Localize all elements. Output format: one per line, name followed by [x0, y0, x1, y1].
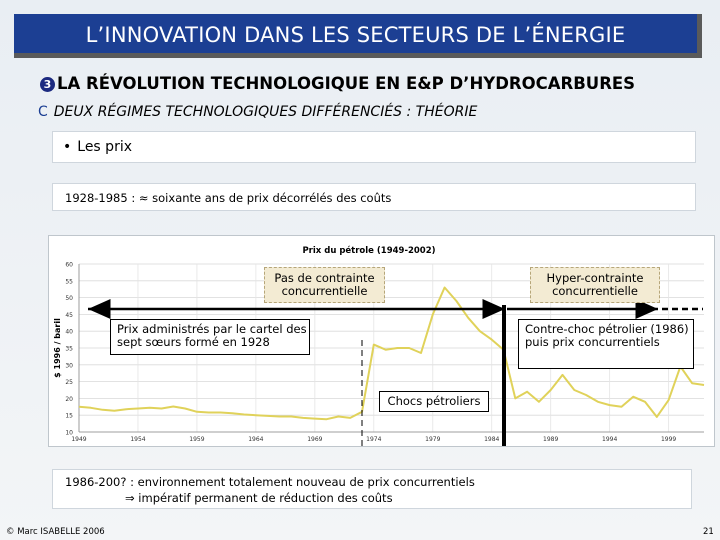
x-tick-label: 1979 — [425, 436, 441, 443]
topic-bullet: • — [63, 139, 72, 155]
callout-hyper-contrainte: Hyper-contrainte concurrentielle — [530, 267, 660, 303]
y-axis-label: $ 1996 / baril — [53, 318, 62, 378]
y-tick-label: 20 — [65, 395, 73, 403]
y-tick-label: 15 — [65, 412, 73, 420]
x-tick-label: 1974 — [366, 436, 382, 443]
period1-box — [52, 183, 696, 211]
y-tick-label: 30 — [65, 362, 73, 370]
x-tick-label: 1959 — [189, 436, 205, 443]
chart-title: Prix du pétrole (1949-2002) — [302, 246, 436, 256]
callout-pas-contrainte: Pas de contrainte concurrentielle — [264, 267, 385, 303]
section-number-badge: 3 — [40, 77, 55, 92]
period1-text: 1928-1985 : ≈ soixante ans de prix décorrélés des coûts — [65, 191, 392, 205]
y-tick-label: 55 — [65, 278, 73, 286]
subsection-bullet: C — [38, 104, 48, 120]
y-tick-label: 35 — [65, 345, 73, 353]
y-tick-label: 50 — [65, 295, 73, 303]
callout-chocs-petroliers: Chocs pétroliers — [379, 391, 489, 412]
x-tick-label: 1994 — [602, 436, 618, 443]
slide-title: L’INNOVATION DANS LES SECTEURS DE L’ÉNERGIE — [85, 23, 626, 47]
page-number: 21 — [703, 527, 714, 537]
y-tick-label: 25 — [65, 379, 73, 387]
x-tick-label: 1999 — [660, 436, 677, 443]
section-heading — [40, 74, 635, 93]
subsection-title: DEUX RÉGIMES TECHNOLOGIQUES DIFFÉRENCIÉS : THÉORIE — [53, 104, 478, 120]
x-tick-label: 1964 — [248, 436, 264, 443]
topic-box — [52, 131, 696, 163]
x-tick-label: 1984 — [484, 436, 500, 443]
title-bar — [14, 14, 702, 58]
y-tick-label: 45 — [65, 311, 73, 319]
subsection-heading — [38, 104, 477, 120]
y-tick-label: 60 — [65, 261, 73, 269]
x-tick-label: 1949 — [71, 436, 87, 443]
footer-copyright: © Marc ISABELLE 2006 — [6, 527, 105, 537]
x-tick-label: 1954 — [130, 436, 146, 443]
y-tick-label: 40 — [65, 328, 73, 336]
callout-prix-administres: Prix administrés par le cartel des sept sœurs formé en 1928 — [110, 319, 310, 355]
topic-label: Les prix — [77, 139, 132, 155]
period2-box — [52, 469, 692, 509]
callout-contre-choc: Contre-choc pétrolier (1986) puis prix concurrentiels — [518, 319, 694, 369]
x-tick-label: 1989 — [543, 436, 559, 443]
x-tick-label: 1969 — [307, 436, 323, 443]
period2-line1: 1986-200? : environnement totalement nouveau de prix concurrentiels — [65, 475, 475, 489]
y-tick-label: 10 — [65, 429, 73, 437]
period2-line2: ⇒ impératif permanent de réduction des coûts — [125, 491, 393, 505]
section-title: LA RÉVOLUTION TECHNOLOGIQUE EN E&P D’HYDROCARBURES — [57, 74, 636, 93]
